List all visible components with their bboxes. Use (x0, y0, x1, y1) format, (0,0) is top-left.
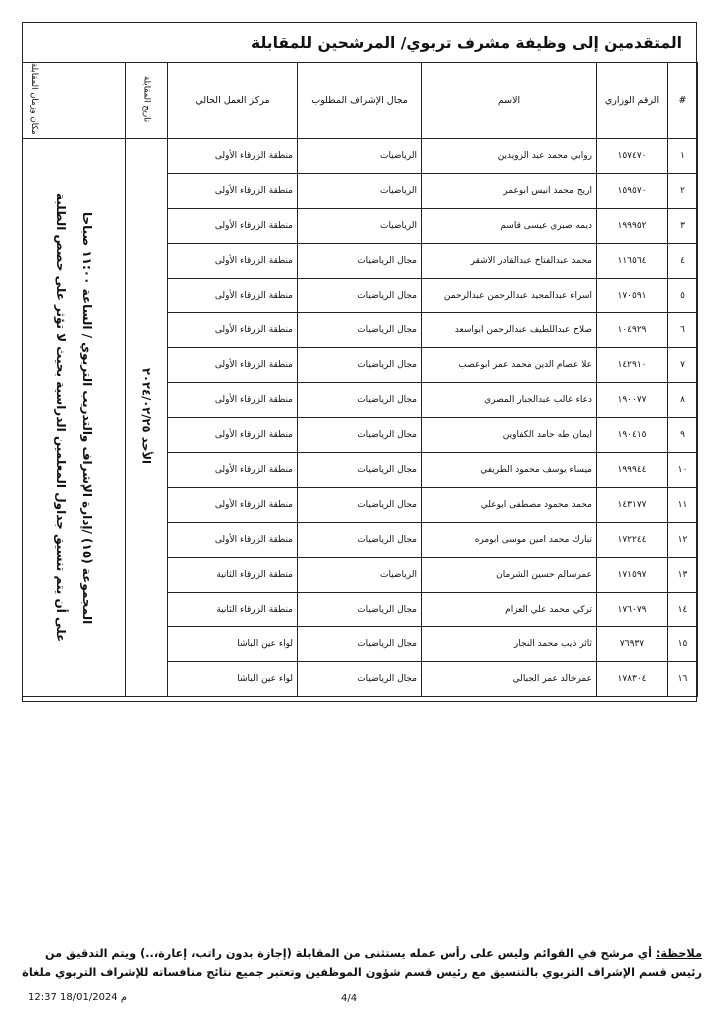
page-title: المتقدمين إلى وظيفة مشرف تربوي/ المرشحين للمقابلة (251, 34, 682, 52)
row-name: ثائر ذيب محمد النجار (422, 627, 597, 662)
row-name: ايمان طه حامد الكفاوين (422, 418, 597, 453)
print-timestamp: م 18/01/2024 12:37 (28, 992, 128, 1003)
interview-date: الأحد ٢٠٢٤/٠٢/٢٥ (139, 368, 154, 465)
row-work-center: لواء عين الباشا (168, 662, 298, 697)
row-field: مجال الرياضيات (298, 453, 422, 488)
interview-place-line-2: على أن يتم تنسيق جداول المعلمين الدراسية بحيث لا تؤثر على حصص الطلبة (54, 193, 68, 643)
table-row (23, 139, 698, 174)
row-field: مجال الرياضيات (298, 487, 422, 522)
row-national-number: ١٧٦٠٧٩ (597, 592, 668, 627)
row-work-center: منطقة الزرقاء الأولى (168, 453, 298, 488)
row-national-number: ١٧٨٣٠٤ (597, 662, 668, 697)
header-national-number: الرقم الوزاري (597, 63, 668, 139)
row-num: ١٢ (668, 522, 698, 557)
row-field: مجال الرياضيات (298, 278, 422, 313)
row-name: اسراء عبدالمجيد عبدالرحمن عبدالرحمن (422, 278, 597, 313)
row-field: مجال الرياضيات (298, 522, 422, 557)
row-national-number: ١٤٣١٧٧ (597, 487, 668, 522)
row-field: الرياضيات (298, 208, 422, 243)
row-work-center: منطقة الزرقاء الأولى (168, 522, 298, 557)
row-name: عمرسالم حسين الشرمان (422, 557, 597, 592)
row-num: ١٣ (668, 557, 698, 592)
row-field: الرياضيات (298, 173, 422, 208)
interview-place-cell (23, 139, 126, 697)
row-num: ١١ (668, 487, 698, 522)
row-work-center: منطقة الزرقاء الثانية (168, 592, 298, 627)
row-work-center: منطقة الزرقاء الأولى (168, 313, 298, 348)
header-interview-date-text: تاريخ المقابلة (141, 75, 152, 123)
row-name: دعاء غالب عبدالجبار المصري (422, 383, 597, 418)
row-work-center: منطقة الزرقاء الأولى (168, 418, 298, 453)
row-national-number: ١٤٢٩١٠ (597, 348, 668, 383)
row-num: ١٦ (668, 662, 698, 697)
row-name: ديمه صبري عيسى قاسم (422, 208, 597, 243)
row-field: مجال الرياضيات (298, 627, 422, 662)
row-num: ٤ (668, 243, 698, 278)
row-national-number: ١٩٠٤١٥ (597, 418, 668, 453)
row-num: ١٤ (668, 592, 698, 627)
row-name: تركي محمد علي العزام (422, 592, 597, 627)
header-name: الاسم (422, 63, 597, 139)
footnote (22, 944, 702, 982)
row-national-number: ١٥٧٤٧٠ (597, 139, 668, 174)
row-national-number: ٧٦٩٣٧ (597, 627, 668, 662)
header-interview-place-text: مكان وزمان المقابلة (29, 63, 39, 135)
row-national-number: ١٩٩٩٥٢ (597, 208, 668, 243)
row-national-number: ١٧١٥٩٧ (597, 557, 668, 592)
row-name: تبارك محمد امين موسى ابومره (422, 522, 597, 557)
row-field: مجال الرياضيات (298, 348, 422, 383)
row-num: ٣ (668, 208, 698, 243)
row-national-number: ١٥٩٥٧٠ (597, 173, 668, 208)
row-num: ١٥ (668, 627, 698, 662)
row-num: ٦ (668, 313, 698, 348)
row-work-center: منطقة الزرقاء الأولى (168, 278, 298, 313)
row-work-center: منطقة الزرقاء الأولى (168, 208, 298, 243)
row-name: علا عصام الدين محمد عمر ابوعصب (422, 348, 597, 383)
row-work-center: منطقة الزرقاء الأولى (168, 139, 298, 174)
row-work-center: منطقة الزرقاء الأولى (168, 173, 298, 208)
row-field: مجال الرياضيات (298, 592, 422, 627)
row-field: مجال الرياضيات (298, 418, 422, 453)
row-national-number: ١٩٠٠٧٧ (597, 383, 668, 418)
row-name: روابي محمد عبد الزويدين (422, 139, 597, 174)
row-work-center: منطقة الزرقاء الثانية (168, 557, 298, 592)
header-num: # (668, 63, 698, 139)
footnote-text: أي مرشح في القوائم وليس على رأس عمله يستثنى من المقابلة (إجازة بدون راتب، إعارة،..) ويتم التدقيق من رئيس قسم الإشراف التربوي بالتنسيق مع رئيس قسم شؤون الموظفين وتعتبر جميع نتائج منافساته للإشراف التربوي ملغاة (22, 947, 702, 979)
row-national-number: ١١٦٥٦٤ (597, 243, 668, 278)
row-name: محمد عبدالفتاح عبدالقادر الاشقر (422, 243, 597, 278)
row-num: ٢ (668, 173, 698, 208)
row-name: ميساء يوسف محمود الطريفي (422, 453, 597, 488)
row-num: ٨ (668, 383, 698, 418)
row-name: اريج محمد انيس ابوعمر (422, 173, 597, 208)
row-field: مجال الرياضيات (298, 662, 422, 697)
row-num: ٩ (668, 418, 698, 453)
row-num: ٧ (668, 348, 698, 383)
row-num: ١ (668, 139, 698, 174)
header-field: مجال الإشراف المطلوب (298, 63, 422, 139)
row-national-number: ١٧٢٢٤٤ (597, 522, 668, 557)
footnote-label: ملاحظة: (655, 947, 702, 960)
row-name: صلاح عبداللطيف عبدالرحمن ابواسعد (422, 313, 597, 348)
row-national-number: ١٠٤٩٢٩ (597, 313, 668, 348)
row-work-center: لواء عين الباشا (168, 627, 298, 662)
row-field: مجال الرياضيات (298, 383, 422, 418)
row-work-center: منطقة الزرقاء الأولى (168, 383, 298, 418)
header-work-center: مركز العمل الحالي (168, 63, 298, 139)
row-field: مجال الرياضيات (298, 313, 422, 348)
row-work-center: منطقة الزرقاء الأولى (168, 487, 298, 522)
row-national-number: ١٩٩٩٤٤ (597, 453, 668, 488)
row-work-center: منطقة الزرقاء الأولى (168, 243, 298, 278)
row-national-number: ١٧٠٥٩١ (597, 278, 668, 313)
page-number: 4/4 (341, 993, 358, 1004)
table-header-row (23, 63, 698, 139)
header-interview-date (126, 63, 168, 139)
row-work-center: منطقة الزرقاء الأولى (168, 348, 298, 383)
interview-date-cell (126, 139, 168, 697)
row-name: عمرخالد عمر الجبالي (422, 662, 597, 697)
row-field: الرياضيات (298, 557, 422, 592)
row-field: الرياضيات (298, 139, 422, 174)
row-field: مجال الرياضيات (298, 243, 422, 278)
row-num: ٥ (668, 278, 698, 313)
row-name: محمد محمود مصطفى ابوعلي (422, 487, 597, 522)
candidates-table (22, 62, 698, 697)
header-interview-place (23, 63, 126, 139)
interview-place-line-1: المجموعة (١٥) /إدارة الإشراف والتدريب التربوي / الساعة ١١:٠٠ صباحا (80, 211, 94, 624)
row-num: ١٠ (668, 453, 698, 488)
